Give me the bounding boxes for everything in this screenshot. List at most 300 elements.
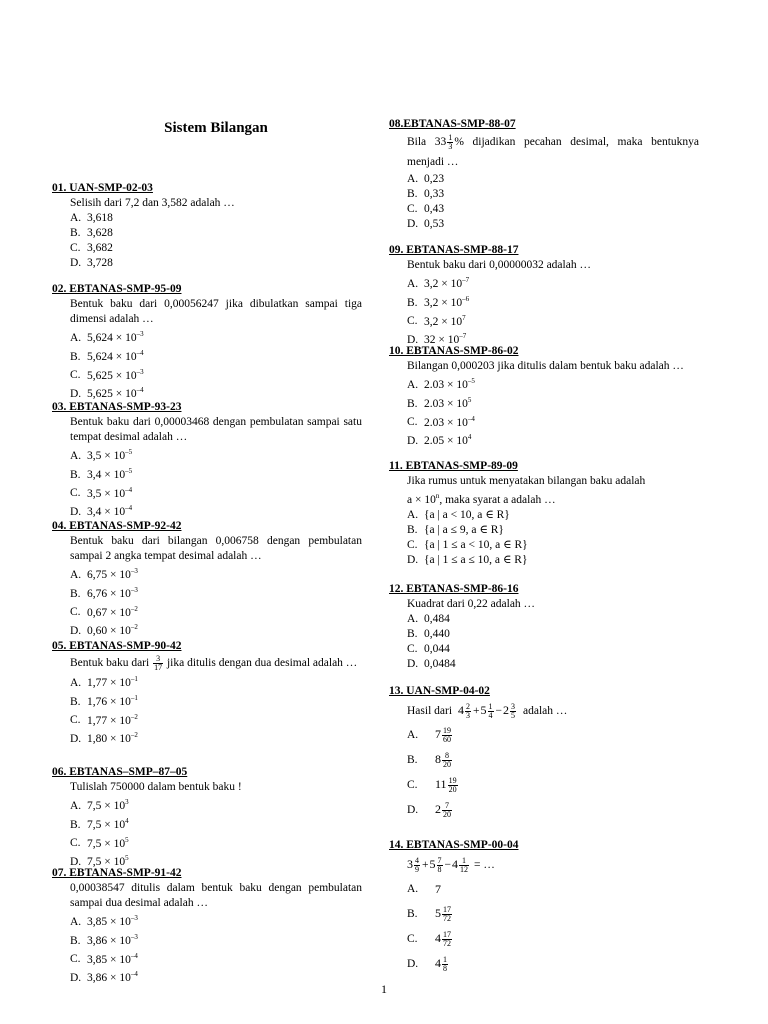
mixed-number — [435, 956, 449, 973]
option-letter: B. — [70, 587, 81, 600]
option-text: 1,77 × 10 — [87, 714, 131, 727]
question-header: 11. EBTANAS-SMP-89-09 — [389, 460, 518, 472]
question-header: 07. EBTANAS-SMP-91-42 — [52, 867, 182, 879]
fraction — [442, 802, 452, 819]
option-text: 0,67 × 10 — [87, 606, 131, 619]
answer-option — [52, 911, 362, 930]
answer-option — [389, 952, 699, 977]
question-text: Bentuk baku dari 0,00000032 adalah … — [407, 259, 591, 271]
question-02 — [52, 282, 362, 402]
option-letter: D. — [70, 733, 82, 746]
whole-part: 8 — [435, 752, 441, 767]
denominator: 72 — [443, 914, 451, 923]
option-letter: B. — [407, 296, 418, 309]
option-letter: C. — [70, 953, 81, 966]
option-text: 6,75 × 10 — [87, 568, 131, 581]
numerator: 1 — [488, 701, 493, 711]
question-text: 0,00038547 ditulis dalam bentuk baku dengan pembulatan sampai dua desimal adalah … — [70, 882, 362, 909]
numerator: 1 — [459, 857, 469, 866]
option-exponent: 7 — [462, 313, 466, 322]
denominator: 72 — [443, 939, 451, 948]
option-text: {a | a < 10, a ∈ R} — [424, 508, 510, 521]
option-letter: C. — [70, 837, 81, 850]
mixed-number — [435, 777, 459, 794]
option-letter: D. — [70, 257, 82, 269]
question-header: 03. EBTANAS-SMP-93-23 — [52, 401, 182, 413]
mixed-number — [435, 752, 453, 769]
answer-option — [389, 877, 699, 902]
option-text: 5,625 × 10 — [87, 369, 137, 382]
option-exponent: –4 — [130, 951, 138, 960]
fraction — [442, 727, 452, 744]
question-text: Hasil dari 4 $\frac{2}{3}$ +5 $\frac{1}{4}$ −2 $\frac{3}{5}$ adalah … — [407, 701, 568, 720]
question-text: Tulislah 750000 dalam bentuk baku ! — [70, 781, 242, 793]
option-exponent: 5 — [125, 835, 129, 844]
question-text: Bentuk baku dari $\frac{3}{17}$ jika ditulis dengan dua desimal adalah … — [70, 653, 358, 672]
option-exponent: –3 — [136, 367, 144, 376]
fraction: $\frac{1}{3}$ — [448, 132, 453, 151]
answer-option — [52, 256, 362, 271]
mixed-number — [435, 931, 453, 948]
whole-part: 2 — [435, 802, 441, 817]
option-letter: B. — [70, 695, 81, 708]
answer-option — [52, 346, 362, 365]
answer-option — [52, 327, 362, 346]
numerator: 17 — [443, 930, 451, 939]
option-exponent: 4 — [467, 433, 472, 442]
numerator: 17 — [443, 905, 451, 914]
mixed-number — [435, 906, 453, 923]
numerator: 19 — [448, 776, 457, 785]
option-text: 3,85 × 10 — [87, 915, 131, 928]
option-text: 3,4 × 10 — [87, 506, 126, 519]
option-exponent: 5 — [125, 854, 129, 863]
answer-option — [389, 627, 699, 642]
question-07 — [52, 866, 362, 986]
whole-part: 7 — [435, 881, 441, 896]
option-letter: C. — [407, 203, 418, 215]
answer-option — [389, 657, 699, 672]
fraction — [414, 857, 420, 874]
option-letter: C. — [407, 933, 418, 945]
numerator: 4 — [415, 855, 419, 865]
option-exponent: –4 — [130, 970, 138, 979]
option-text: 2.03 × 10 — [424, 416, 468, 429]
option-text: {a | 1 ≤ a ≤ 10, a ∈ R} — [424, 553, 528, 566]
question-text: Kuadrat dari 0,22 adalah … — [407, 598, 536, 610]
options — [389, 172, 699, 232]
question-text: Bilangan 0,000203 jika ditulis dalam bentuk baku adalah … — [407, 360, 684, 372]
whole-part: 4 — [452, 856, 458, 871]
option-letter: C. — [407, 643, 418, 655]
option-text: 0,33 — [424, 188, 445, 200]
option-letter: A. — [407, 729, 419, 741]
question-09 — [389, 243, 699, 348]
answer-option — [52, 564, 362, 583]
option-exponent: –4 — [125, 504, 133, 513]
option-text: 3,2 × 10 — [424, 296, 463, 309]
question-header: 12. EBTANAS-SMP-86-16 — [389, 583, 519, 595]
denominator: 4 — [488, 710, 493, 720]
option-letter: D. — [70, 625, 82, 638]
option-letter: B. — [70, 350, 81, 363]
option-text: 5,624 × 10 — [87, 350, 137, 363]
option-exponent: –3 — [130, 585, 138, 594]
mixed-number — [480, 701, 495, 720]
option-exponent: –3 — [136, 330, 144, 338]
answer-option — [389, 927, 699, 952]
denominator: 3 — [466, 710, 471, 720]
fraction — [448, 777, 458, 794]
option-letter: B. — [70, 468, 81, 481]
option-letter: D. — [407, 553, 419, 566]
question-10 — [389, 344, 699, 449]
answer-option — [389, 642, 699, 657]
option-text: {a | 1 ≤ a < 10, a ∈ R} — [424, 538, 528, 551]
fraction — [437, 857, 443, 874]
option-letter: C. — [70, 242, 81, 254]
option-letter: C. — [70, 487, 81, 500]
question-text: Bentuk baku dari 0,00003468 dengan pembulatan sampai satu tempat desimal adalah … — [70, 416, 362, 443]
option-letter: D. — [407, 804, 419, 816]
whole-part: 5 — [429, 856, 436, 871]
option-letter: A. — [407, 173, 419, 185]
answer-option — [52, 483, 362, 502]
question-header: 09. EBTANAS-SMP-88-17 — [389, 244, 519, 256]
option-text: 3,85 × 10 — [87, 953, 131, 966]
option-letter: C. — [407, 315, 418, 328]
answer-option — [52, 930, 362, 949]
option-letter: B. — [407, 628, 418, 640]
option-text: 3,5 × 10 — [87, 449, 126, 462]
option-letter: C. — [70, 606, 81, 619]
option-letter: A. — [70, 568, 82, 581]
answer-option — [52, 795, 362, 814]
option-letter: A. — [407, 378, 419, 391]
whole-part: 7 — [435, 727, 441, 742]
answer-option — [52, 672, 362, 691]
option-exponent: –1 — [130, 675, 138, 683]
option-exponent: –4 — [136, 386, 144, 395]
answer-option — [389, 508, 699, 523]
option-letter: C. — [407, 416, 418, 429]
option-text: 2.03 × 10 — [424, 397, 468, 410]
answer-option — [389, 612, 699, 627]
denominator: 12 — [460, 864, 468, 874]
answer-option — [52, 833, 362, 852]
options — [389, 612, 699, 672]
option-letter: A. — [70, 799, 82, 812]
question-13 — [389, 684, 699, 823]
option-text: 7,5 × 10 — [87, 818, 126, 831]
option-text: 7,5 × 10 — [87, 837, 126, 850]
options — [52, 564, 362, 639]
option-text: 3,4 × 10 — [87, 468, 126, 481]
option-text: 3,728 — [87, 257, 113, 269]
option-letter: C. — [70, 714, 81, 727]
options — [52, 911, 362, 986]
answer-option — [389, 538, 699, 553]
mixed-number — [435, 882, 441, 898]
option-letter: B. — [407, 523, 418, 536]
answer-option — [389, 723, 699, 748]
options — [52, 795, 362, 870]
option-text: 3,628 — [87, 227, 113, 239]
fraction: $\frac{3}{17}$ — [154, 653, 163, 672]
option-text: 3,2 × 10 — [424, 277, 463, 290]
option-text: 2.03 × 10 — [424, 378, 468, 391]
option-exponent: 3 — [125, 798, 129, 806]
option-text: 0,23 — [424, 173, 445, 185]
option-text: 0,440 — [424, 628, 450, 640]
question-header: 05. EBTANAS-SMP-90-42 — [52, 640, 182, 652]
option-text: 3,682 — [87, 242, 113, 254]
answer-option — [389, 798, 699, 823]
denominator: 60 — [443, 735, 451, 744]
denominator: 8 — [443, 964, 447, 973]
answer-option — [389, 412, 699, 431]
question-header: 13. UAN-SMP-04-02 — [389, 685, 490, 697]
option-letter: D. — [407, 218, 419, 230]
option-letter: A. — [70, 212, 82, 224]
option-text: 3,86 × 10 — [87, 972, 131, 985]
option-letter: D. — [70, 506, 82, 519]
option-letter: A. — [70, 915, 82, 928]
denominator: 20 — [443, 760, 451, 769]
numerator: 1 — [443, 955, 447, 964]
option-exponent: 4 — [125, 816, 129, 825]
option-letter: B. — [407, 908, 418, 920]
option-letter: C. — [407, 538, 418, 551]
option-text: 3,5 × 10 — [87, 487, 126, 500]
operator: + — [473, 704, 480, 717]
options — [389, 508, 699, 568]
question-14 — [389, 838, 699, 977]
question-04 — [52, 519, 362, 639]
fraction — [488, 703, 494, 720]
fraction — [442, 956, 448, 973]
answer-option — [52, 365, 362, 384]
fraction — [442, 931, 452, 948]
option-letter: A. — [70, 449, 82, 462]
answer-option — [52, 226, 362, 241]
option-exponent: 5 — [467, 395, 472, 404]
question-11 — [389, 459, 699, 568]
option-letter: B. — [70, 227, 81, 239]
option-letter: D. — [70, 972, 82, 985]
question-header: 10. EBTANAS-SMP-86-02 — [389, 345, 519, 357]
option-exponent: –3 — [130, 567, 138, 575]
question-text: Bila 33 $\frac{1}{3}$ % dijadikan pecahan desimal, maka bentuknya menjadi … — [407, 132, 699, 168]
question-03 — [52, 400, 362, 520]
options — [52, 327, 362, 402]
numerator: 8 — [442, 752, 452, 761]
answer-option — [389, 292, 699, 311]
option-letter: D. — [407, 334, 419, 347]
option-text: 1,76 × 10 — [87, 695, 131, 708]
operator: + — [422, 858, 429, 871]
answer-option — [52, 211, 362, 226]
question-header: 02. EBTANAS-SMP-95-09 — [52, 283, 182, 295]
mixed-number — [458, 701, 472, 720]
option-exponent: –4 — [467, 414, 475, 423]
option-letter: A. — [407, 508, 419, 521]
answer-option — [389, 773, 699, 798]
denominator: 8 — [437, 864, 442, 874]
answer-option — [389, 202, 699, 217]
option-letter: B. — [70, 934, 81, 947]
fraction — [465, 703, 471, 720]
operator: − — [495, 704, 503, 717]
question-12 — [389, 582, 699, 672]
option-exponent: –6 — [462, 294, 470, 303]
numerator: 3 — [511, 701, 516, 711]
mixed-number — [503, 701, 517, 720]
answer-option — [52, 241, 362, 256]
options — [389, 374, 699, 449]
option-letter: B. — [407, 397, 418, 410]
mixed-number — [435, 802, 453, 819]
option-text: {a | a ≤ 9, a ∈ R} — [424, 523, 504, 536]
options — [52, 211, 362, 271]
option-letter: A. — [70, 676, 82, 689]
option-letter: B. — [407, 188, 418, 200]
answer-option — [389, 902, 699, 927]
answer-option — [389, 553, 699, 568]
numerator: 19 — [443, 726, 451, 735]
whole-part: 5 — [480, 702, 487, 717]
option-text: 7,5 × 10 — [87, 856, 126, 869]
whole-part: 3 — [407, 856, 413, 871]
option-text: 3,86 × 10 — [87, 934, 131, 947]
expression — [407, 857, 470, 874]
option-text: 0,43 — [424, 203, 445, 215]
question-text: Bentuk baku dari bilangan 0,006758 dengan pembulatan sampai 2 angka tempat desimal adalah … — [70, 535, 362, 562]
option-letter: D. — [407, 958, 419, 970]
option-text: 5,625 × 10 — [87, 388, 137, 401]
option-text: 1,80 × 10 — [87, 733, 131, 746]
option-text: 0,0484 — [424, 658, 456, 670]
options — [389, 273, 699, 348]
option-exponent: –3 — [130, 914, 138, 922]
question-text: Bentuk baku dari 0,00056247 jika dibulatkan sampai tiga dimensi adalah … — [70, 298, 362, 325]
options — [389, 877, 699, 977]
answer-option — [52, 814, 362, 833]
answer-option — [389, 393, 699, 412]
fraction — [510, 703, 516, 720]
option-text: 3,2 × 10 — [424, 315, 463, 328]
answer-option — [389, 273, 699, 292]
question-text: Selisih dari 7,2 dan 3,582 adalah … — [70, 197, 235, 209]
answer-option — [52, 691, 362, 710]
answer-option — [52, 710, 362, 729]
options — [52, 672, 362, 747]
option-text: 3,618 — [87, 212, 113, 224]
option-text: 2.05 × 10 — [424, 435, 468, 448]
answer-option — [52, 501, 362, 520]
option-letter: C. — [407, 779, 418, 791]
question-01 — [52, 181, 362, 271]
option-letter: A. — [70, 331, 82, 344]
whole-part: 11 — [435, 777, 447, 792]
denominator: 20 — [443, 810, 451, 819]
option-exponent: –2 — [130, 623, 138, 632]
numerator: 7 — [442, 802, 452, 811]
mixed-number — [429, 855, 444, 874]
mixed-number — [435, 727, 453, 744]
option-letter: C. — [70, 369, 81, 382]
numerator: 7 — [437, 855, 442, 865]
option-letter: A. — [407, 613, 419, 625]
option-letter: A. — [407, 277, 419, 290]
whole-part: 4 — [458, 702, 465, 717]
fraction — [442, 906, 452, 923]
option-text: 0,044 — [424, 643, 450, 655]
option-exponent: –5 — [467, 377, 475, 385]
question-header: 04. EBTANAS-SMP-92-42 — [52, 520, 182, 532]
numerator: 2 — [466, 701, 471, 711]
page-number: 1 — [381, 982, 387, 996]
options — [52, 445, 362, 520]
option-exponent: –7 — [459, 332, 467, 341]
option-text: 32 × 10 — [424, 334, 460, 347]
question-text: 3 $\frac{4}{9}$ +5 $\frac{7}{8}$ −4 $\frac{1}{12}$ = … — [407, 855, 495, 874]
option-text: 0,60 × 10 — [87, 625, 131, 638]
option-letter: D. — [70, 388, 82, 401]
option-exponent: –4 — [125, 485, 133, 494]
answer-option — [389, 311, 699, 330]
answer-option — [52, 602, 362, 621]
option-exponent: –2 — [130, 604, 138, 613]
option-letter: B. — [407, 754, 418, 766]
answer-option — [389, 374, 699, 393]
denominator: 9 — [415, 864, 419, 874]
whole-part: 5 — [435, 906, 441, 921]
option-exponent: –5 — [125, 466, 133, 475]
answer-option — [389, 430, 699, 449]
question-text: Jika rumus untuk menyatakan bilangan baku adalah $a \times 10^n$, maka syarat a adalah … — [407, 475, 646, 506]
option-text: 0,484 — [424, 613, 450, 625]
question-header: 06. EBTANAS–SMP–87–05 — [52, 766, 188, 778]
denominator: 20 — [448, 785, 457, 794]
option-letter: A. — [407, 883, 419, 895]
mixed-number — [452, 855, 470, 874]
option-exponent: –2 — [130, 731, 138, 740]
options — [389, 723, 699, 823]
option-exponent: –3 — [130, 932, 138, 941]
option-exponent: –7 — [462, 276, 470, 284]
mixed-number — [407, 855, 421, 874]
option-text: 7,5 × 10 — [87, 799, 126, 812]
option-letter: D. — [70, 856, 82, 869]
operator: − — [444, 858, 451, 871]
option-letter: D. — [407, 435, 419, 448]
answer-option — [389, 748, 699, 773]
fraction — [442, 752, 452, 769]
option-text: 6,76 × 10 — [87, 587, 131, 600]
expression — [458, 703, 517, 720]
option-letter: B. — [70, 818, 81, 831]
answer-option — [389, 523, 699, 538]
whole-part: 4 — [435, 956, 441, 971]
answer-option — [389, 217, 699, 232]
denominator: 5 — [511, 710, 516, 720]
answer-option — [52, 728, 362, 747]
whole-part: 2 — [503, 702, 510, 717]
answer-option — [52, 464, 362, 483]
fraction — [459, 857, 469, 874]
answer-option — [389, 172, 699, 187]
